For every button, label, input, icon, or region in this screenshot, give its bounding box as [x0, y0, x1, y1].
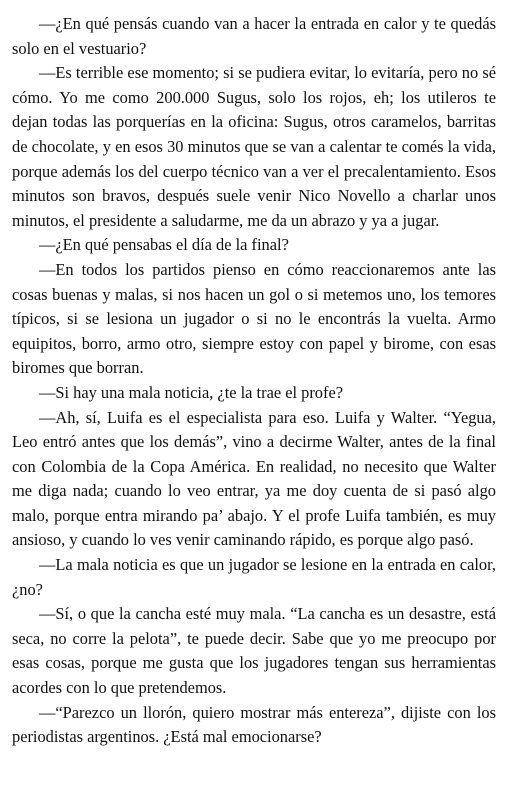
question-emocionarse: —“Parezco un llorón, quiero mostrar más entereza”, dijiste con los periodistas argentinos. ¿Está mal emocionarse?	[12, 702, 496, 747]
answer-mala-noticia: —Ah, sí, Luifa es el especialista para eso. Luifa y Walter. “Yegua, Leo entró antes que los demás”, vino a decirme Walter, antes de la final con Colombia de la Copa América. En realidad, no necesito que Walter me diga nada; cuando lo veo entrar, ya me doy cuenta de si pasó algo malo, porque entra mirando pa’ abajo. Y el profe Luifa también, es muy ansioso, y cuando lo ves venir caminando rápido, es porque algo pasó.	[12, 407, 496, 550]
answer-final: —En todos los partidos pienso en cómo reaccionaremos ante las cosas buenas y malas, si nos hacen un gol o si metemos uno, los temores típicos, si se lesiona un jugador o si no le encontrás la vuelta. Armo equipitos, borro, armo otro, siempre estoy con papel y birome, con esas biromes que borran.	[12, 259, 496, 378]
question-lesion: —La mala noticia es que un jugador se lesione en la entrada en calor, ¿no?	[12, 555, 496, 599]
question-vestuario: —¿En qué pensás cuando van a hacer la entrada en calor y te quedás solo en el vestuario?	[12, 14, 496, 58]
question-mala-noticia: —Si hay una mala noticia, ¿te la trae el profe?	[39, 382, 344, 402]
answer-vestuario: —Es terrible ese momento; si se pudiera evitar, lo evitaría, pero no sé cómo. Yo me como 200.000 Sugus, solo los rojos, eh; los utileros te dejan todas las porquerías en la oficina: Sugus, otros caramelos, barritas de chocolate, y en esos 30 minutos que se van a calentar te comés la vida, porque además los del cuerpo técnico van a ver el precalentamiento. Esos minutos son bravos, después suele venir Nico Novello a charlar unos minutos, el presidente a saludarme, me da un abrazo y ya a jugar.	[12, 63, 496, 230]
book-page	[12, 12, 496, 750]
answer-cancha: —Sí, o que la cancha esté muy mala. “La cancha es un desastre, está seca, no corre la pelota”, te puede decir. Sabe que yo me preocupo por esas cosas, porque me gusta que los jugadores tengan sus herramientas acordes con lo que pretendemos.	[12, 604, 496, 698]
question-final: —¿En qué pensabas el día de la final?	[39, 235, 289, 255]
